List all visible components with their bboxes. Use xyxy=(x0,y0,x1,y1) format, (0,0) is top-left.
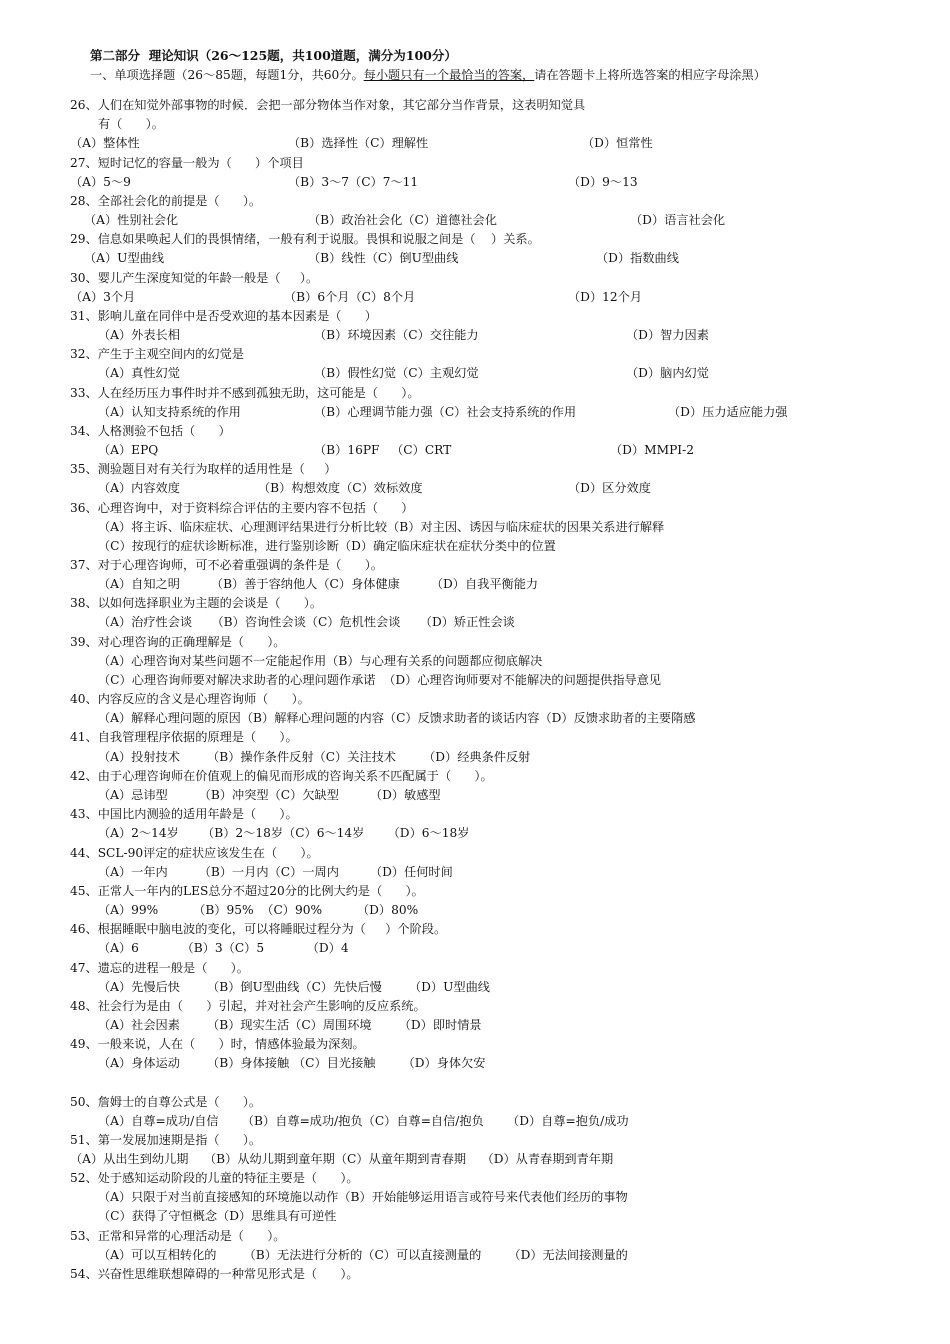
question-33-option-a: （A）认知支持系统的作用 xyxy=(98,405,241,419)
question-49-stem: 49、一般来说，人在（ ）时，情感体验最为深刻。 xyxy=(70,1037,365,1051)
question-51-options: （A）从出生到幼儿期 （B）从幼儿期到童年期（C）从童年期到青春期 （D）从青春期到青年期 xyxy=(70,1152,614,1166)
question-46-options: （A）6 （B）3（C）5 （D）4 xyxy=(98,941,349,955)
question-32-option-d: （D）脑内幻觉 xyxy=(626,366,709,380)
question-28-option-a: （A）性别社会化 xyxy=(84,213,179,227)
question-28-option-d: （D）语言社会化 xyxy=(630,213,726,227)
question-39-options-cd: （C）心理咨询师要对解决求助者的心理问题作承诺 （D）心理咨询师要对不能解决的问题提供指导意见 xyxy=(98,673,662,687)
question-38-stem: 38、以如何选择职业为主题的会谈是（ ）。 xyxy=(70,596,323,610)
question-41-options: （A）投射技术 （B）操作条件反射（C）关注技术 （D）经典条件反射 xyxy=(98,750,531,764)
question-53-options: （A）可以互相转化的 （B）无法进行分析的（C）可以直接测量的 （D）无法间接测量的 xyxy=(98,1248,628,1262)
question-52-stem: 52、处于感知运动阶段的儿童的特征主要是（ ）。 xyxy=(70,1171,359,1185)
question-26-option-d: （D）恒常性 xyxy=(582,136,653,150)
question-47-stem: 47、遗忘的进程一般是（ ）。 xyxy=(70,961,249,975)
question-32-stem: 32、产生于主观空间内的幻觉是 xyxy=(70,347,244,361)
question-40-stem: 40、内容反应的含义是心理咨询师（ ）。 xyxy=(70,692,310,706)
question-43-stem: 43、中国比内测验的适用年龄是（ ）。 xyxy=(70,807,298,821)
question-33-option-bc: （B）心理调节能力强（C）社会支持系统的作用 xyxy=(314,405,577,419)
question-34-stem: 34、人格测验不包括（ ） xyxy=(70,424,231,438)
question-47-options: （A）先慢后快 （B）倒U型曲线（C）先快后慢 （D）U型曲线 xyxy=(98,980,490,994)
question-29-option-d: （D）指数曲线 xyxy=(596,251,679,265)
section-heading: 第二部分 理论知识（26～125题，共100道题，满分为100分） xyxy=(90,48,457,63)
question-52-options-cd: （C）获得了守恒概念（D）思维具有可逆性 xyxy=(98,1209,337,1223)
question-29-option-a: （A）U型曲线 xyxy=(84,251,165,265)
question-27-option-a: （A）5～9 xyxy=(70,175,131,189)
question-44-stem: 44、SCL-90评定的症状应该发生在（ ）。 xyxy=(70,846,319,860)
question-46-stem: 46、根据睡眠中脑电波的变化，可以将睡眠过程分为（ ）个阶段。 xyxy=(70,922,447,936)
question-45-options: （A）99% （B）95% （C）90% （D）80% xyxy=(98,903,419,917)
question-37-stem: 37、对于心理咨询师，可不必着重强调的条件是（ ）。 xyxy=(70,558,383,572)
question-26-option-bc: （B）选择性（C）理解性 xyxy=(288,136,429,150)
question-27-option-bc: （B）3～7（C）7～11 xyxy=(288,175,419,189)
question-32-option-a: （A）真性幻觉 xyxy=(98,366,180,380)
question-41-stem: 41、自我管理程序依据的原理是（ ）。 xyxy=(70,730,298,744)
question-50-options: （A）自尊=成功/自信 （B）自尊=成功/抱负（C）自尊=自信/抱负 （D）自尊=抱负/成功 xyxy=(98,1114,629,1128)
question-26-stem: 26、人们在知觉外部事物的时候．会把一部分物体当作对象，其它部分当作背景，这表明知觉具 xyxy=(70,98,586,112)
question-35-option-d: （D）区分效度 xyxy=(568,481,651,495)
question-44-options: （A）一年内 （B）一月内（C）一周内 （D）任何时间 xyxy=(98,865,453,879)
question-34-option-d: （D）MMPI-2 xyxy=(610,443,694,457)
question-36-options-cd: （C）按现行的症状诊断标准，进行鉴别诊断（D）确定临床症状在症状分类中的位置 xyxy=(98,539,556,553)
question-30-option-bc: （B）6个月（C）8个月 xyxy=(284,290,416,304)
question-45-stem: 45、正常人一年内的LES总分不超过20分的比例大约是（ ）。 xyxy=(70,884,424,898)
question-32-option-bc: （B）假性幻觉（C）主观幻觉 xyxy=(314,366,479,380)
question-27-stem: 27、短时记忆的容量一般为（ ）个项目 xyxy=(70,156,304,170)
question-30-option-a: （A）3个月 xyxy=(70,290,136,304)
question-39-options-ab: （A）心理咨询对某些问题不一定能起作用（B）与心理有关系的问题都应彻底解决 xyxy=(98,654,543,668)
question-26-stem-cont: 有（ ）。 xyxy=(98,117,164,131)
instruction-pre: 一、单项选择题（26～85题，每题1分，共60分。 xyxy=(90,68,364,82)
question-40-options: （A）解释心理问题的原因（B）解释心理问题的内容（C）反馈求助者的谈话内容（D）反馈求助者的主要隋感 xyxy=(98,711,696,725)
question-35-option-bc: （B）构想效度（C）效标效度 xyxy=(258,481,423,495)
question-48-options: （A）社会因素 （B）现实生活（C）周围环境 （D）即时情景 xyxy=(98,1018,482,1032)
question-31-option-d: （D）智力因素 xyxy=(626,328,709,342)
instruction-post: 请在答题卡上将所选答案的相应字母涂黑） xyxy=(534,68,766,82)
question-34-option-bc: （B）16PF （C）CRT xyxy=(314,443,452,457)
question-28-stem: 28、全部社会化的前提是（ ）。 xyxy=(70,194,262,208)
question-31-option-bc: （B）环境因素（C）交往能力 xyxy=(314,328,479,342)
question-33-stem: 33、人在经历压力事件时并不感到孤独无助，这可能是（ ）。 xyxy=(70,386,420,400)
question-39-stem: 39、对心理咨询的正确理解是（ ）。 xyxy=(70,635,286,649)
question-37-options: （A）自知之明 （B）善于容纳他人（C）身体健康 （D）自我平衡能力 xyxy=(98,577,539,591)
question-26-option-a: （A）整体性 xyxy=(70,136,140,150)
question-29-stem: 29、信息如果唤起人们的畏惧情绪，一般有利于说服。畏惧和说服之间是（ ）关系。 xyxy=(70,232,540,246)
question-36-options-ab: （A）将主诉、临床症状、心理测评结果进行分析比较（B）对主因、诱因与临床症状的因果关系进行解释 xyxy=(98,520,665,534)
question-43-options: （A）2～14岁 （B）2～18岁（C）6～14岁 （D）6～18岁 xyxy=(98,826,470,840)
instruction-underlined: 每小题只有一个最恰当的答案， xyxy=(363,68,535,82)
question-42-options: （A）忌讳型 （B）冲突型（C）欠缺型 （D）敏感型 xyxy=(98,788,441,802)
question-51-stem: 51、第一发展加速期是指（ ）。 xyxy=(70,1133,262,1147)
question-54-stem: 54、兴奋性思维联想障碍的一种常见形式是（ ）。 xyxy=(70,1267,359,1281)
question-52-options-ab: （A）只限于对当前直接感知的环境施以动作（B）开始能够运用语言或符号来代表他们经历的事物 xyxy=(98,1190,628,1204)
question-31-option-a: （A）外表长相 xyxy=(98,328,180,342)
question-34-option-a: （A）EPQ xyxy=(98,443,159,457)
question-28-option-bc: （B）政治社会化（C）道德社会化 xyxy=(308,213,497,227)
instruction-line xyxy=(90,67,766,84)
question-49-options: （A）身体运动 （B）身体接触 （C）目光接触 （D）身体欠安 xyxy=(98,1056,486,1070)
question-35-stem: 35、测验题目对有关行为取样的适用性是（ ） xyxy=(70,462,337,476)
question-50-stem: 50、詹姆士的自尊公式是（ ）。 xyxy=(70,1095,262,1109)
question-36-stem: 36、心理咨询中，对于资料综合评估的主要内容不包括（ ） xyxy=(70,501,414,515)
question-29-option-bc: （B）线性（C）倒U型曲线 xyxy=(308,251,459,265)
question-42-stem: 42、由于心理咨询师在价值观上的偏见而形成的咨询关系不匹配属于（ ）。 xyxy=(70,769,493,783)
question-38-options: （A）治疗性会谈 （B）咨询性会谈（C）危机性会谈 （D）矫正性会谈 xyxy=(98,615,515,629)
question-53-stem: 53、正常和异常的心理活动是（ ）。 xyxy=(70,1229,286,1243)
question-30-stem: 30、婴儿产生深度知觉的年龄一般是（ ）。 xyxy=(70,271,319,285)
question-27-option-d: （D）9～13 xyxy=(568,175,638,189)
question-31-stem: 31、影响儿童在同伴中是否受欢迎的基本因素是（ ） xyxy=(70,309,377,323)
question-33-option-d: （D）压力适应能力强 xyxy=(668,405,788,419)
question-30-option-d: （D）12个月 xyxy=(568,290,643,304)
question-35-option-a: （A）内容效度 xyxy=(98,481,180,495)
question-48-stem: 48、社会行为是由（ ）引起，并对社会产生影响的反应系统。 xyxy=(70,999,426,1013)
